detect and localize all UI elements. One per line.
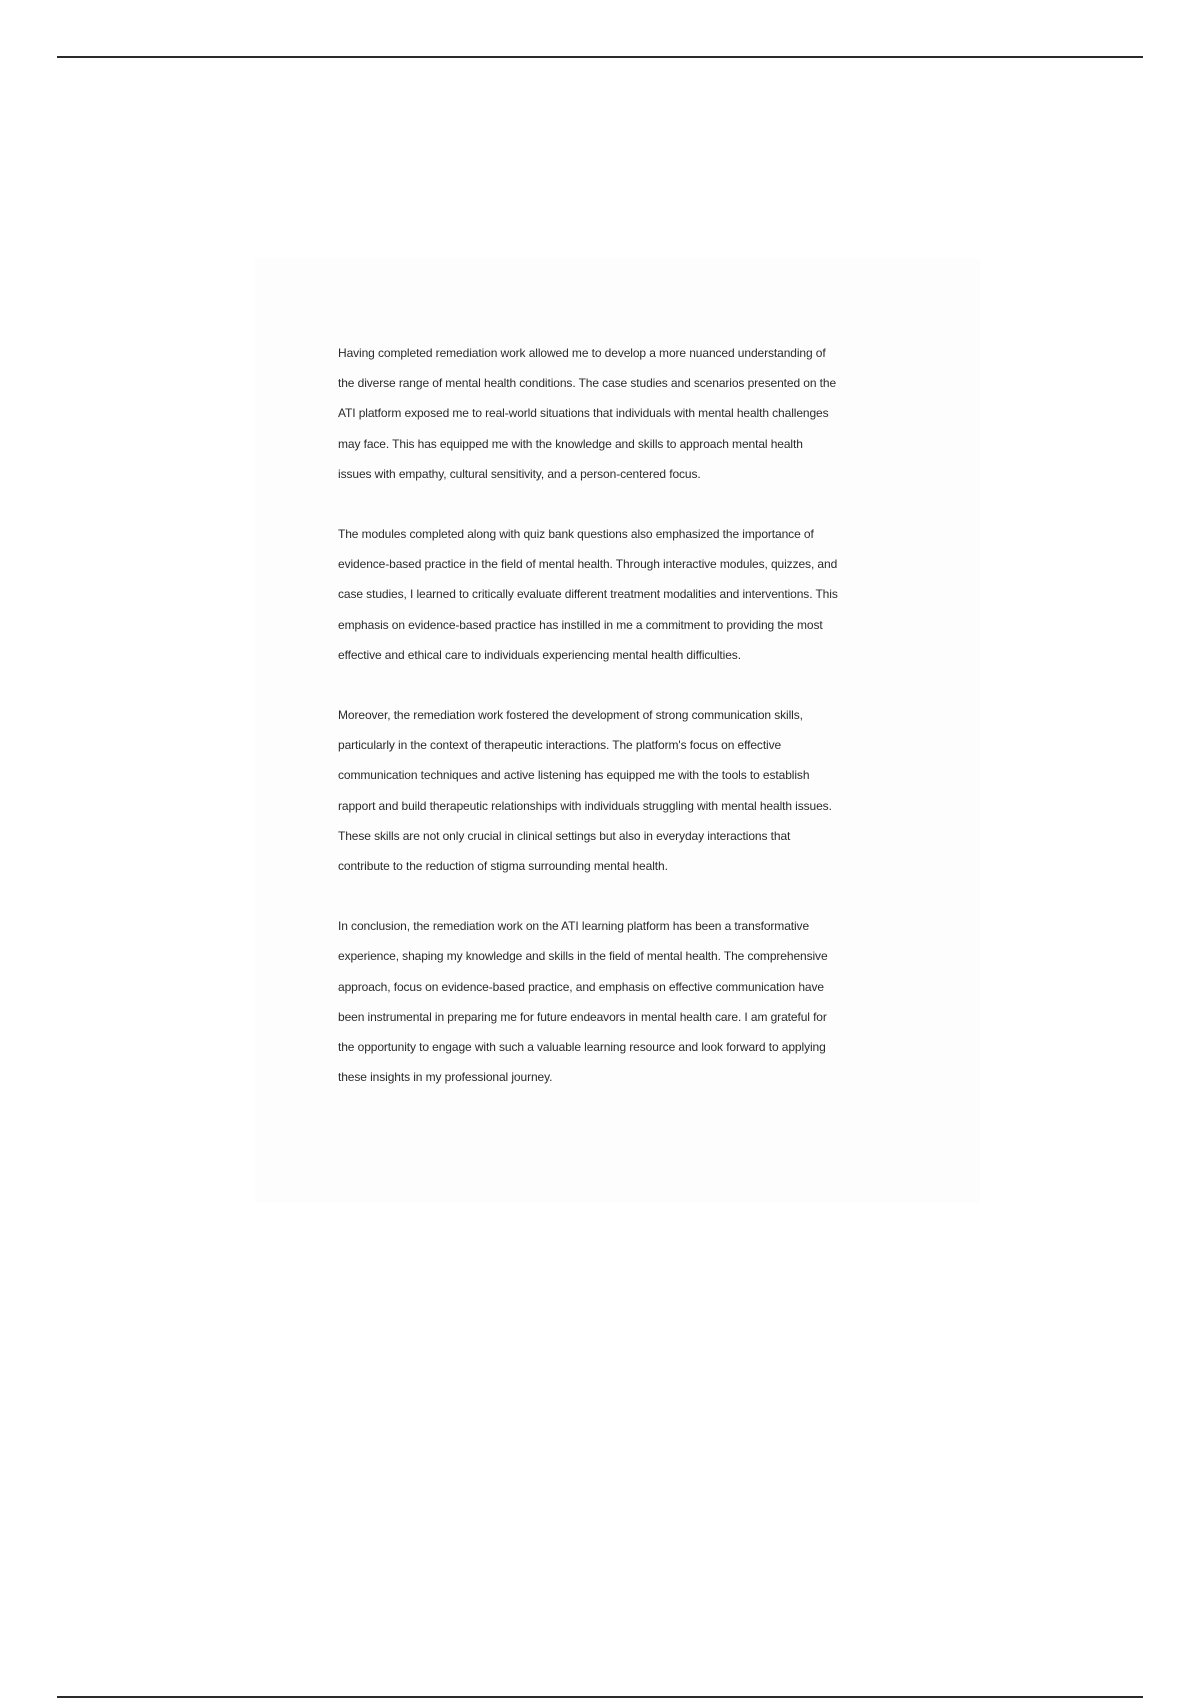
text-line: ATI platform exposed me to real-world situations that individuals with mental health challenges [338,406,829,421]
text-line: may face. This has equipped me with the knowledge and skills to approach mental health [338,436,803,451]
text-line: These skills are not only crucial in clinical settings but also in everyday interactions that [338,828,791,843]
text-line: been instrumental in preparing me for future endeavors in mental health care. I am grateful for [338,1009,827,1024]
text-line: case studies, I learned to critically evaluate different treatment modalities and interventions. This [338,587,838,602]
text-line: The modules completed along with quiz bank questions also emphasized the importance of [338,527,814,542]
text-line: approach, focus on evidence-based practice, and emphasis on effective communication have [338,979,824,994]
text-line: Having completed remediation work allowed me to develop a more nuanced understanding of [338,346,826,360]
text-line: contribute to the reduction of stigma surrounding mental health. [338,859,668,874]
text-line: the opportunity to engage with such a valuable learning resource and look forward to applying [338,1040,826,1055]
text-line: rapport and build therapeutic relationships with individuals struggling with mental health issues. [338,798,832,813]
text-line: experience, shaping my knowledge and skills in the field of mental health. The comprehensive [338,949,828,964]
text-line: particularly in the context of therapeutic interactions. The platform's focus on effective [338,738,782,753]
text-line: Moreover, the remediation work fostered the development of strong communication skills, [338,708,803,723]
text-line: issues with empathy, cultural sensitivity, and a person-centered focus. [338,466,701,481]
text-line: communication techniques and active listening has equipped me with the tools to establish [338,768,810,783]
paragraph-2 [338,519,903,670]
text-line: emphasis on evidence-based practice has instilled in me a commitment to providing the most [338,617,823,632]
top-divider [57,56,1143,58]
text-line: these insights in my professional journey. [338,1070,553,1085]
text-line: In conclusion, the remediation work on the ATI learning platform has been a transformative [338,919,810,934]
text-line: effective and ethical care to individuals experiencing mental health difficulties. [338,647,741,662]
paragraph-4 [338,911,903,1092]
text-line: evidence-based practice in the field of mental health. Through interactive modules, quizzes, and [338,557,838,572]
paragraph-1 [338,338,903,489]
bottom-divider [57,1696,1143,1698]
text-line: the diverse range of mental health conditions. The case studies and scenarios presented on the [338,376,837,391]
paragraph-3 [338,700,903,881]
document-body [338,338,903,1122]
